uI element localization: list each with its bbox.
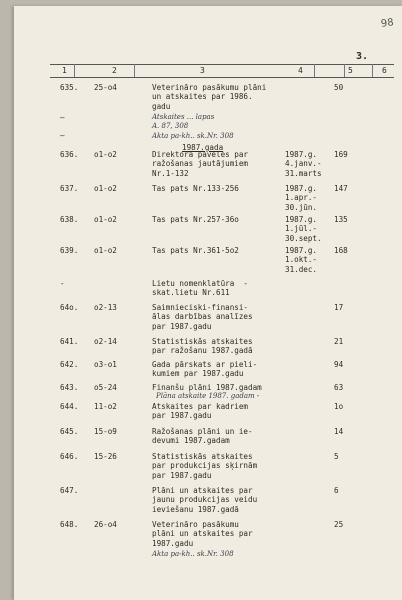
- case-title: Statistiskās atskaites par produkcijas sķirnām par 1987.gadu: [152, 452, 258, 480]
- index-code: o1-o2: [94, 184, 117, 193]
- sheet-count: 1o: [334, 402, 344, 411]
- sheet-count: 5: [334, 452, 339, 461]
- case-number: 645.: [60, 427, 79, 436]
- index-code: o3-o1: [94, 360, 117, 369]
- case-number: -: [60, 279, 65, 288]
- sheet-count: 50: [334, 83, 344, 92]
- header-divider: [344, 64, 345, 77]
- index-code: 25-o4: [94, 83, 117, 92]
- case-title-tail: 1987.gada: [182, 143, 224, 152]
- date-range: 1987.g. 4.janv.- 31.marts: [285, 150, 322, 178]
- sheet-count: 135: [334, 215, 348, 224]
- case-title: Plāni un atskaites par jaunu produkcijas veidu ieviešanu 1987.gadā: [152, 486, 258, 514]
- case-title: Lietu nomenklatūra - skat.lietu Nr.611: [152, 279, 249, 298]
- sheet-count: 6: [334, 486, 339, 495]
- case-number: 644.: [60, 402, 79, 411]
- index-code: 15-26: [94, 452, 117, 461]
- case-title: Tas pats Nr.133-256: [152, 184, 239, 193]
- case-number: 642.: [60, 360, 79, 369]
- sheet-count: 94: [334, 360, 344, 369]
- handwritten-note: Akta pa-kh.. sk.Nr. 308: [152, 132, 234, 140]
- case-number: 647.: [60, 486, 79, 495]
- col-1: 1: [62, 66, 67, 75]
- case-title: Veterināro pasākumu plāni un atskaites par 1986. gadu: [152, 83, 267, 111]
- sheet-count: 21: [334, 337, 344, 346]
- sheet-count: 63: [334, 383, 344, 392]
- handwritten-note: Atskaites ... lapas A. 87, 308: [152, 113, 215, 130]
- dash: —: [60, 113, 65, 122]
- case-title: Ražošanas plāni un ie- devumi 1987.gadam: [152, 427, 253, 446]
- case-number: 646.: [60, 452, 79, 461]
- case-title: Saimnieciski-finansi- ālas darbības analīzes par 1987.gadu: [152, 303, 253, 331]
- page-number: 3.: [355, 51, 368, 62]
- sheet-count: 168: [334, 246, 348, 255]
- index-code: o2-14: [94, 337, 117, 346]
- index-code: o5-24: [94, 383, 117, 392]
- date-range: 1987.g. 1.apr.- 30.jūn.: [285, 184, 318, 212]
- case-title: Direktora pavēles par ražošanas jautājumiem Nr.1-132: [152, 150, 249, 178]
- sheet-count: 17: [334, 303, 344, 312]
- dash: —: [60, 131, 65, 140]
- case-title: Tas pats Nr.361-5o2: [152, 246, 239, 255]
- handwritten-note: Plāna atskaite 1987. gadam -: [156, 392, 260, 400]
- date-range: 1987.g. 1.okt.- 31.dec.: [285, 246, 318, 274]
- header-divider: [372, 64, 373, 77]
- case-number: 643.: [60, 383, 79, 392]
- case-number: 636.: [60, 150, 79, 159]
- corner-mark: 98: [380, 17, 395, 30]
- header-divider: [74, 64, 75, 77]
- header-divider: [314, 64, 315, 77]
- col-3: 3: [200, 66, 205, 75]
- col-2: 2: [112, 66, 117, 75]
- case-title: Gada pārskats ar pieli- kumiem par 1987.gadu: [152, 360, 258, 379]
- sheet-count: 147: [334, 184, 348, 193]
- col-6: 6: [382, 66, 387, 75]
- header-divider: [134, 64, 135, 77]
- index-code: 11-o2: [94, 402, 117, 411]
- case-number: 641.: [60, 337, 79, 346]
- index-code: o1-o2: [94, 215, 117, 224]
- index-code: o1-o2: [94, 246, 117, 255]
- col-5: 5: [348, 66, 353, 75]
- index-code: o2-13: [94, 303, 117, 312]
- case-number: 64o.: [60, 303, 79, 312]
- case-number: 648.: [60, 520, 79, 529]
- case-number: 635.: [60, 83, 79, 92]
- archive-page: [14, 6, 402, 600]
- case-title: Atskaites par kadriem par 1987.gadu: [152, 402, 249, 421]
- index-code: 15-o9: [94, 427, 117, 436]
- sheet-count: 25: [334, 520, 344, 529]
- col-4: 4: [298, 66, 303, 75]
- date-range: 1987.g. 1.jūl.- 30.sept.: [285, 215, 322, 243]
- case-title: Finanšu plāni 1987.gadam: [152, 383, 262, 392]
- handwritten-note: Akta pa-kh.. sk.Nr. 308: [152, 550, 234, 558]
- index-code: o1-o2: [94, 150, 117, 159]
- sheet-count: 14: [334, 427, 344, 436]
- index-code: 26-o4: [94, 520, 117, 529]
- case-title: Tas pats Nr.257-36o: [152, 215, 239, 224]
- case-title: Statistiskās atskaites par ražošanu 1987.gadā: [152, 337, 253, 356]
- column-header: [50, 64, 394, 78]
- case-title: Veterināro pasākumu plāni un atskaites par 1987.gadu: [152, 520, 253, 548]
- case-number: 638.: [60, 215, 79, 224]
- case-number: 639.: [60, 246, 79, 255]
- case-number: 637.: [60, 184, 79, 193]
- sheet-count: 169: [334, 150, 348, 159]
